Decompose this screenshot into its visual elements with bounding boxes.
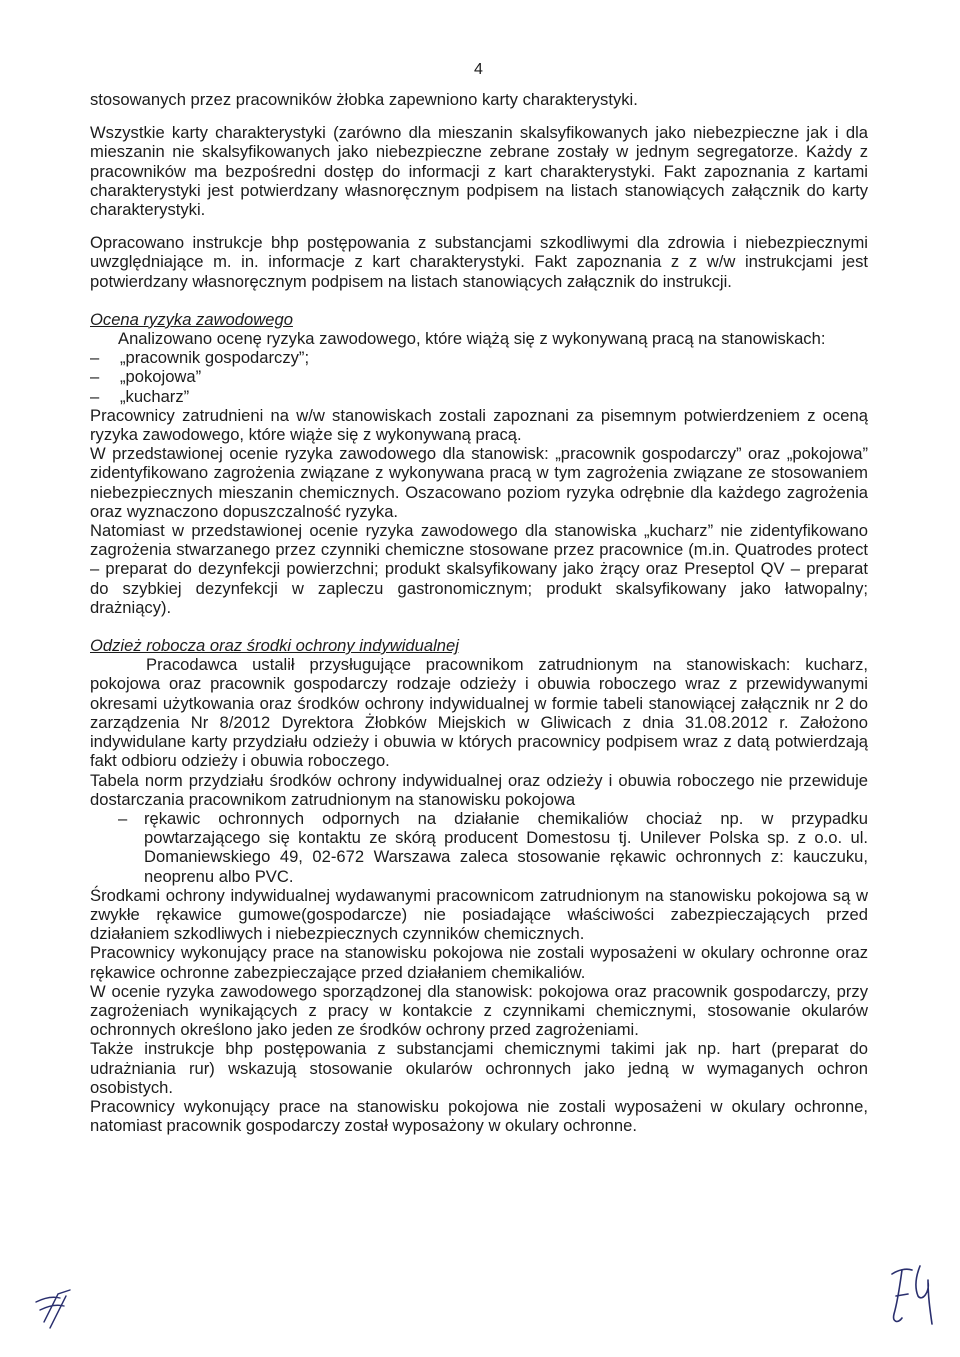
paragraph-risk-acknowledged: Pracownicy zatrudnieni na w/w stanowiskach zostali zapoznani za pisemnym potwierdzeniem z oceną ryzyka zawodowego, które wiąże się z wykonywaną pracą.	[90, 405, 868, 445]
document-body	[90, 90, 868, 1135]
paragraph-clothing-allocation: Pracodawca ustalił przysługujące pracownikom zatrudnionym na stanowiskach: kucharz, pokojowa oraz pracownik gospodarczy rodzaje odzieży i obuwia roboczego wraz z przewidywanymi okresami użytkowania oraz środków ochrony indywidualnej w formie tabeli stanowiącej załącznik nr 2 do zarządzenia Nr 8/2012 Dyrektora Żłobków Miejskich w Gliwicach z dnia 31.08.2012 r. Założono indywidulane karty przydziału odzieży i obuwia w których pracownicy podpisem wraz z datą potwierdzają fakt odbioru odzieży i obuwia roboczego.	[90, 655, 868, 771]
paragraph-goggles-instructions: Także instrukcje bhp postępowania z substancjami chemicznymi takimi jak np. hart (preparat do udrażniania rur) wskazują stosowanie okularów ochronnych jako jedną w wymaganych ochron osobistych.	[90, 1039, 868, 1097]
section-heading-risk-assessment: Ocena ryzyka zawodowego	[90, 309, 293, 329]
initials-signature-left	[30, 1288, 80, 1330]
list-item: – „kucharz”	[90, 387, 868, 406]
paragraph-gloves-issued: Środkami ochrony indywidualnej wydawanymi pracownicom zatrudnionym na stanowisku pokojowa są w zwykłe rękawice gumowe(gospodarcze) nie posiadające właściwości zabezpieczających przed działaniem szkodliwych i niebezpiecznych czynników chemicznych.	[90, 885, 868, 944]
paragraph-safety-sheets-binder: Wszystkie karty charakterystyki (zarówno dla mieszanin skalsyfikowanych jako niebezpieczne jak i dla mieszanin nie skalsyfikowanych jako niebezpieczne zebrane zostały w jednym segregatorze. Każdy z pracowników ma bezpośredni dostęp do informacji z kart charakterystyki. Fakt zapoznania z kartami charakterystyki jest potwierdzany własnoręcznym podpisem na listach stanowiących załącznik do karty charakterystyki.	[90, 123, 868, 220]
paragraph-risk-intro: Analizowano ocenę ryzyka zawodowego, które wiążą się z wykonywaną pracą na stanowiskach:	[118, 329, 826, 349]
section-heading-protective-clothing: Odzież robocza oraz środki ochrony indywidualnej	[90, 636, 459, 656]
paragraph-norms-table: Tabela norm przydziału środków ochrony indywidualnej oraz odzieży i obuwia roboczego nie przewiduje dostarczania pracownikom zatrudnionym na stanowisku pokojowa	[90, 770, 868, 809]
paragraph-bhp-instructions: Opracowano instrukcje bhp postępowania z substancjami szkodliwymi dla zdrowia i niebezpiecznymi uwzględniające m. in. informacje z kart charakterystyki. Fakt zapoznania z z w/w instrukcjami jest potwierdzany własnoręcznym podpisem na listach stanowiących załącznik do instrukcji.	[90, 233, 868, 291]
positions-list	[90, 348, 868, 406]
paragraph-no-goggles: Pracownicy wykonujący prace na stanowisku pokojowa nie zostali wyposażeni w okulary ochronne oraz rękawice ochronne zabezpieczające przed działaniem chemikaliów.	[90, 943, 868, 982]
paragraph-risk-identified: W przedstawionej ocenie ryzyka zawodowego dla stanowisk: „pracownik gospodarczy” oraz „pokojowa” zidentyfikowano zagrożenia związane z wykonywana pracą w tym zagrożenia związane ze stosowaniem niebezpiecznych mieszanin chemicznych. Oszacowano poziom ryzyka odrębnie dla każdego zagrożenia oraz wyznaczono dopuszczalność ryzyka.	[90, 444, 868, 521]
list-item: – „pokojowa”	[90, 367, 868, 386]
gloves-list	[90, 809, 868, 886]
page-number: 4	[474, 61, 483, 78]
initials-signature-right	[888, 1262, 940, 1328]
paragraph-goggles-summary: Pracownicy wykonujący prace na stanowisku pokojowa nie zostali wyposażeni w okulary ochronne, natomiast pracownik gospodarczy został wyposażony w okulary ochronne.	[90, 1096, 868, 1136]
paragraph-goggles-assessment: W ocenie ryzyka zawodowego sporządzonej dla stanowisk: pokojowa oraz pracownik gospodarczy, przy zagrożeniach wynikających z pracy w kontakcie z czynnikami chemicznymi, stosowanie okularów ochronnych określono jako jeden ze środków ochrony przed zagrożeniami.	[90, 981, 868, 1040]
list-item: – „pracownik gospodarczy”;	[90, 348, 868, 367]
list-item: – rękawic ochronnych odpornych na działanie chemikaliów chociaż np. w przypadku powtarzającego się kontaktu ze skórą producent Domestosu tj. Unilever Polska sp. z o.o. ul. Domaniewskiego 49, 02-672 Warszawa zaleca stosowanie rękawic ochronnych z: kauczuku, neoprenu albo PVC.	[90, 809, 868, 886]
paragraph-risk-cook: Natomiast w przedstawionej ocenie ryzyka zawodowego dla stanowiska „kucharz” nie zidentyfikowano zagrożenia stwarzanego przez czynniki chemiczne stosowane przez pracownice (m.in. Quatrodes protect – preparat do dezynfekcji powierzchni; produkt skalsyfikowany jako żrący oraz Preseptol QV – preparat do szybkiej dezynfekcji w zapleczu gastronomicznym; produkt skalsyfikowany jako łatwopalny; drażniący).	[90, 521, 868, 617]
paragraph-safety-sheets-provided: stosowanych przez pracowników żłobka zapewniono karty charakterystyki.	[90, 90, 638, 109]
